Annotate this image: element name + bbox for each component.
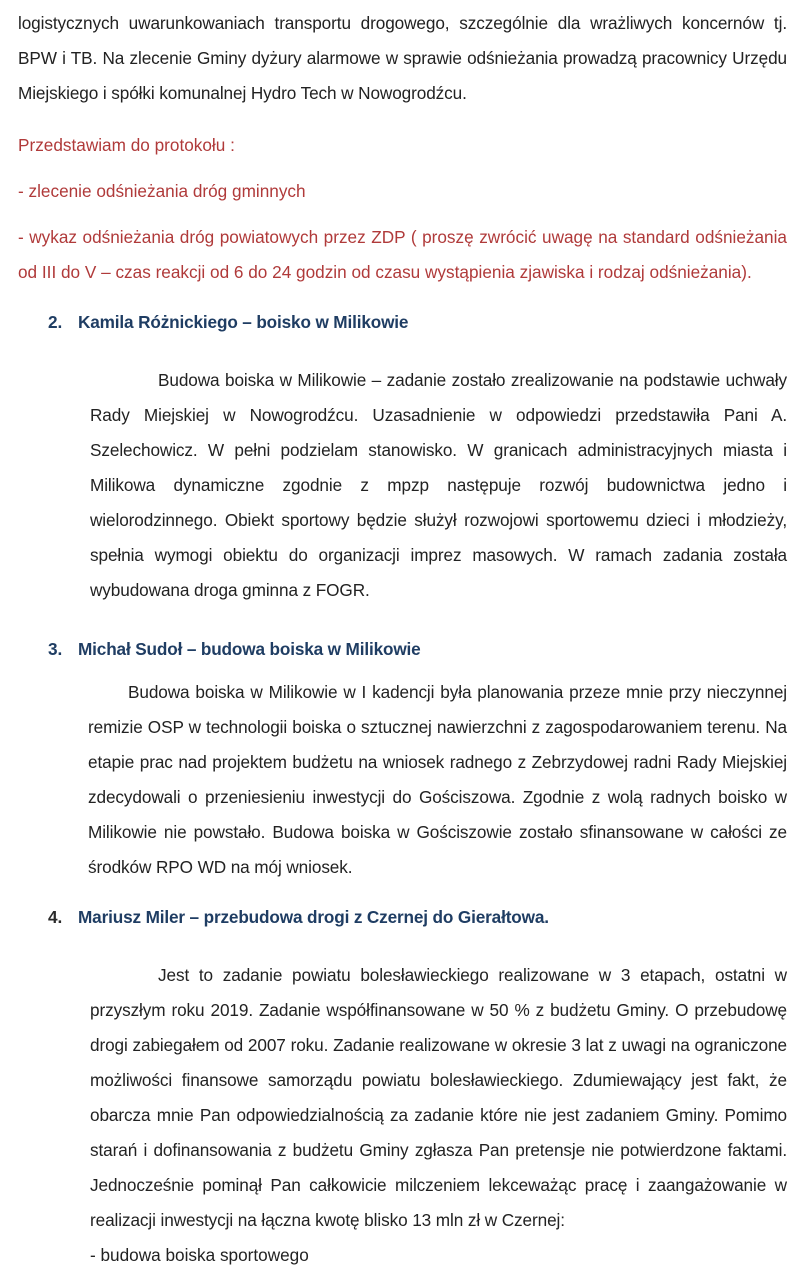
list-item-tail-4: - budowa boiska sportowego (90, 1245, 309, 1265)
spacer (18, 290, 787, 307)
list-item-heading-2 (18, 307, 787, 337)
list-item-title-2: Kamila Różnickiego – boisko w Milikowie (78, 312, 409, 332)
spacer (18, 337, 787, 363)
list-item-body-wrapper-4 (18, 958, 787, 1238)
spacer (18, 111, 787, 128)
list-item-number-2: 2. (48, 312, 63, 332)
red-intro-line: Przedstawiam do protokołu : (18, 135, 235, 155)
spacer (18, 932, 787, 958)
list-item-heading-3 (18, 634, 787, 664)
red-bullet-1: - zlecenie odśnieżania dróg gminnych (18, 181, 306, 201)
spacer (18, 163, 787, 174)
list-item-body-3: Budowa boiska w Milikowie w I kadencji była planowania przeze mnie przy nieczynnej remizie OSP w technologii boiska o sztucznej nawierzchni z zagospodarowaniem terenu. Na etapie prac nad projektem budżetu na wniosek radnego z Zebrzydowej radni Rady Miejskiej zdecydowali o przeniesieniu inwestycji do Gościszowa. Zgodnie z wolą radnych boisko w Milikowie nie powstało. Budowa boiska w Gościszowie zostało sfinansowane w całości ze środków RPO WD na mój wniosek. (88, 682, 787, 877)
list-item-title-3: Michał Sudoł – budowa boiska w Milikowie (78, 639, 421, 659)
document-page (0, 6, 808, 1265)
list-item-body-wrapper-3 (18, 675, 787, 885)
list-item-title-4: Mariusz Miler – przebudowa drogi z Czernej do Gierałtowa. (78, 907, 549, 927)
list-item-number-4: 4. (48, 907, 63, 927)
list-item-body-wrapper-2 (18, 363, 787, 608)
list-item-heading-4 (18, 902, 787, 932)
spacer (18, 664, 787, 675)
list-item-body-2: Budowa boiska w Milikowie – zadanie zostało zrealizowanie na podstawie uchwały Rady Miejskiej w Nowogrodźcu. Uzasadnienie w odpowiedzi przedstawiła Pani A. Szelechowicz. W pełni podzielam stanowisko. W granicach administracyjnych miasta i Milikowa dynamiczne zgodnie z mpzp następuje rozwój budownictwa jedno i wielorodzinnego. Obiekt sportowy będzie służył rozwojowi sportowemu dzieci i młodzieży, spełnia wymogi obiektu do organizacji imprez masowych. W ramach zadania została wybudowana droga gminna z FOGR. (90, 370, 787, 600)
opening-paragraph: logistycznych uwarunkowaniach transportu drogowego, szczególnie dla wrażliwych koncernów tj. BPW i TB. Na zlecenie Gminy dyżury alarmowe w sprawie odśnieżania prowadzą pracownicy Urzędu Miejskiego i spółki komunalnej Hydro Tech w Nowogrodźcu. (18, 13, 787, 103)
spacer (18, 885, 787, 902)
red-bullet-2: - wykaz odśnieżania dróg powiatowych przez ZDP ( proszę zwrócić uwagę na standard odśnieżania od III do V – czas reakcji od 6 do 24 godzin od czasu wystąpienia zjawiska i rodzaj odśnieżania). (18, 227, 787, 282)
spacer (18, 209, 787, 220)
list-item-body-4: Jest to zadanie powiatu bolesławieckiego realizowane w 3 etapach, ostatni w przyszłym roku 2019. Zadanie współfinansowane w 50 % z budżetu Gminy. O przebudowę drogi zabiegałem od 2007 roku. Zadanie realizowane w okresie 3 lat z uwagi na ograniczone możliwości finansowe samorządu powiatu bolesławieckiego. Zdumiewający jest fakt, że obarcza mnie Pan odpowiedzialnością za zadanie które nie jest zadaniem Gminy. Pomimo starań i dofinansowania z budżetu Gminy zgłasza Pan pretensje nie potwierdzone faktami. Jednocześnie pominął Pan całkowicie milczeniem lekceważąc pracę i zaangażowanie w realizacji inwestycji na łączna kwotę blisko 13 mln zł w Czernej: (90, 965, 787, 1230)
list-item-number-3: 3. (48, 639, 63, 659)
spacer (18, 608, 787, 634)
